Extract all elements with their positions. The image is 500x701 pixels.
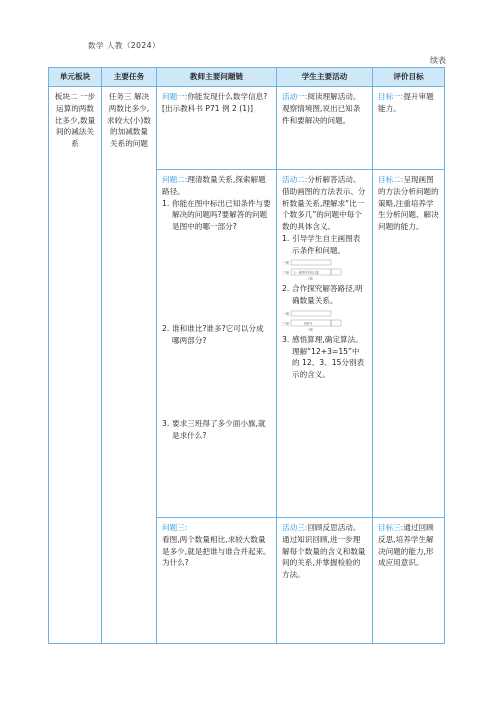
activity-one-title: 活动一:	[282, 92, 308, 101]
col-header-student-activities: 学生主要活动	[277, 68, 373, 87]
table-header-row	[49, 68, 445, 87]
question-three-text: 看图,两个数量相比,求较大数量是多少,就是把谁与谁合并起来。为什么?	[162, 534, 271, 568]
col-header-module: 单元板块	[49, 68, 102, 87]
activity-two-step: 2. 合作探究解答路径,明确数量关系。	[282, 284, 363, 306]
activity-two-title: 活动二:	[282, 175, 308, 184]
goal-two-title: 目标二:	[378, 175, 404, 184]
svg-text:同样多: 同样多	[304, 321, 313, 326]
activity-two-detail: 借助画图的方法表示、分析数量关系,理解求“比一个数多几”的问题中每个数的具体含义。	[282, 186, 366, 232]
question-one-title: 问题一:	[162, 92, 188, 101]
task-cell: 任务三 解决两数比多少,求较大(小)数的加减数量关系的问题	[102, 87, 157, 644]
question-one-note: [出示教科书 P71 例 2 (1)]	[162, 103, 253, 113]
question-three-title: 问题三:	[162, 523, 188, 532]
question-two-item: 2. 谁和谁比?谁多?它可以分成哪两部分?	[162, 323, 264, 345]
goal-three-text: 通过回顾反思,培养学生解决问题的能力,形成应用意识。	[378, 523, 434, 568]
activity-two-cell	[277, 170, 373, 518]
svg-text:一班: 一班	[282, 261, 289, 266]
col-header-teacher-questions: 教师主要问题链	[157, 68, 277, 87]
question-one-text: 你能发现什么数学信息?	[187, 92, 268, 101]
bar-diagram-two	[282, 309, 344, 331]
svg-text:?面: ?面	[308, 327, 313, 331]
continued-label: 续表	[430, 56, 446, 65]
question-one-cell	[157, 87, 277, 170]
goal-one-text: 提升审题能力。	[378, 92, 434, 113]
activity-two-understand: 理解“12+3=15”中的 12、3、15分别表示的含义。	[292, 346, 365, 380]
svg-text:三班: 三班	[282, 271, 289, 276]
goal-three-title: 目标三:	[378, 523, 404, 532]
goal-three-cell	[373, 518, 445, 644]
activity-one-detail: 观察情境图,说出已知条件和要解决的问题。	[282, 103, 361, 125]
svg-text:三班: 三班	[282, 321, 289, 326]
goal-one-cell	[373, 87, 445, 170]
activity-two-step: 3. 感悟算理,确定算法。	[282, 334, 363, 344]
activity-three-cell	[277, 518, 373, 644]
svg-text:一班: 一班	[282, 311, 289, 316]
goal-two-text: 呈现画图的方法分析问题的策略,注重培养学生分析问题、解决问题的能力。	[378, 175, 439, 232]
activity-three-title: 活动三:	[282, 523, 308, 532]
activity-one-text: 阅读理解活动。	[307, 92, 361, 101]
table-row	[49, 87, 445, 170]
question-two-item: 1. 你能在图中标出已知条件与要解决的问题吗?要解答的问题是图中的哪一部分?	[162, 198, 271, 232]
page-header: 数学 人教（2024）	[88, 41, 160, 50]
col-header-task: 主要任务	[102, 68, 157, 87]
question-two-cell	[157, 170, 277, 518]
goal-one-title: 目标一:	[378, 92, 404, 101]
goal-two-cell	[373, 170, 445, 518]
question-two-item: 3. 要求三班得了多少面小旗,就是求什么?	[162, 419, 266, 441]
activity-one-cell	[277, 87, 373, 170]
activity-three-text: 回顾反思活动。	[307, 523, 361, 532]
activity-two-step: 1. 引导学生自主画图表示条件和问题。	[282, 233, 361, 255]
col-header-evaluation-goals: 评价目标	[373, 68, 445, 87]
module-cell: 板块二 一步运算的两数比多少,数量间的减法关系	[49, 87, 102, 644]
question-three-cell	[157, 518, 277, 644]
bar-diagram-one	[282, 258, 344, 280]
activity-three-detail: 通过知识回顾,进一步理解每个数量的含义和数量间的关系,并掌握检验的方法。	[282, 534, 366, 580]
svg-text:与一班同样多的12面: 与一班同样多的12面	[293, 270, 319, 275]
lesson-plan-table	[48, 67, 445, 644]
question-two-title: 问题二:	[162, 175, 188, 184]
activity-two-text: 分析解答活动。	[307, 175, 361, 184]
question-two-text: 理清数量关系,探索解题路径。	[162, 175, 266, 196]
svg-text:?面: ?面	[308, 276, 313, 281]
